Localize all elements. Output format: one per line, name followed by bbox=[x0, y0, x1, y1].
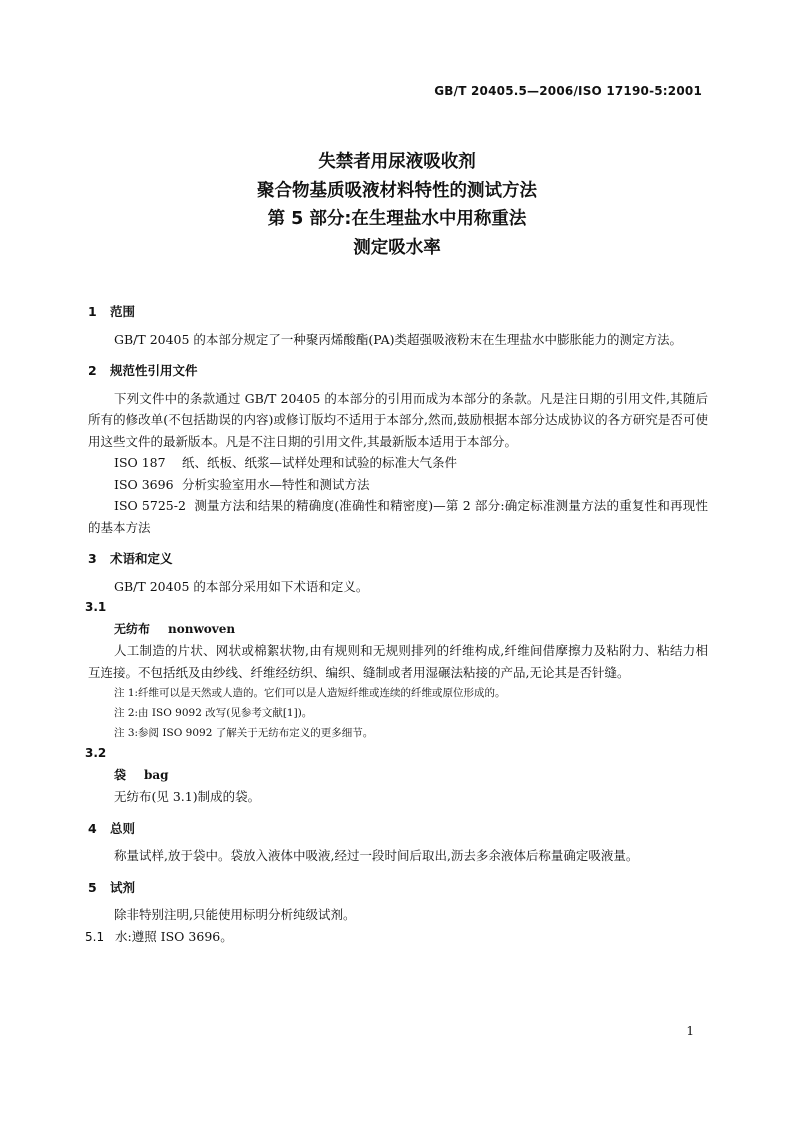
section-title: 试剂 bbox=[110, 879, 136, 895]
term-number: 3.2 bbox=[85, 746, 107, 760]
title-line-4: 测定吸水率 bbox=[353, 237, 441, 258]
section-number: 2 bbox=[88, 363, 97, 378]
reference-code: ISO 187 bbox=[114, 455, 166, 470]
term-en: nonwoven bbox=[168, 621, 236, 636]
terms-intro: GB/T 20405 的本部分采用如下术语和定义。 bbox=[114, 578, 369, 594]
section-number: 3 bbox=[88, 551, 97, 566]
section-number: 1 bbox=[88, 304, 97, 319]
term-note: 注 2:由 ISO 9092 改写(见参考文献[1])。 bbox=[114, 707, 313, 719]
reference-item bbox=[88, 474, 708, 496]
term-definition: 无纺布(见 3.1)制成的袋。 bbox=[114, 789, 261, 804]
term-heading bbox=[88, 765, 708, 787]
document-title bbox=[0, 148, 794, 262]
title-line-1: 失禁者用尿液吸收剂 bbox=[318, 152, 476, 172]
title-line-3: 第 5 部分:在生理盐水中用称重法 bbox=[267, 209, 527, 229]
term-zh: 袋 bbox=[114, 767, 127, 782]
reference-title: 测量方法和结果的精确度(准确性和精密度)—第 2 部分:确定标准测量方法的重复性和再现性的基本方法 bbox=[88, 498, 709, 535]
section-title: 范围 bbox=[110, 304, 136, 319]
term-zh: 无纺布 bbox=[114, 621, 151, 636]
subclause-text: 水:遵照 ISO 3696。 bbox=[115, 928, 233, 944]
section-number: 5 bbox=[88, 879, 97, 895]
reference-title: 纸、纸板、纸浆—试样处理和试验的标准大气条件 bbox=[181, 455, 457, 470]
term-number: 3.1 bbox=[85, 600, 107, 614]
reference-item bbox=[88, 452, 708, 474]
reagents-paragraph: 除非特别注明,只能使用标明分析纯级试剂。 bbox=[114, 907, 356, 922]
subclause-item bbox=[85, 926, 708, 949]
scope-paragraph: GB/T 20405 的本部分规定了一种聚丙烯酸酯(PA)类超强吸液粉末在生理盐水中膨胀能力的测定方法。 bbox=[114, 331, 682, 347]
document-body bbox=[85, 301, 709, 948]
reference-item bbox=[88, 495, 708, 538]
section-heading-normative-references bbox=[88, 360, 708, 382]
section-number: 4 bbox=[88, 820, 97, 836]
general-paragraph: 称量试样,放于袋中。袋放入液体中吸液,经过一段时间后取出,沥去多余液体后称量确定吸液量。 bbox=[114, 848, 639, 863]
section-heading-terms bbox=[88, 548, 708, 570]
term-note: 注 1:纤维可以是天然或人造的。它们可以是人造短纤维或连续的纤维或原位形成的。 bbox=[114, 687, 506, 699]
section-heading-reagents bbox=[88, 877, 708, 899]
section-title: 总则 bbox=[110, 820, 136, 836]
term-definition: 人工制造的片状、网状或棉絮状物,由有规则和无规则排列的纤维构成,纤维间借摩擦力及粘附力、粘结力相互连接。不包括纸及由纱线、纤维经纺织、编织、缝制或者用湿碾法粘接的产品,无论其是否针缝。 bbox=[88, 643, 708, 680]
section-title: 术语和定义 bbox=[110, 551, 173, 566]
section-heading-general bbox=[88, 818, 708, 840]
subclause-number: 5.1 bbox=[85, 929, 105, 944]
term-note: 注 3:参阅 ISO 9092 了解关于无纺布定义的更多细节。 bbox=[114, 727, 374, 739]
section-heading-scope bbox=[88, 301, 708, 323]
term-en: bag bbox=[144, 767, 169, 782]
reference-code: ISO 3696 bbox=[114, 476, 174, 492]
page-number: 1 bbox=[686, 1024, 694, 1038]
standard-number: GB/T 20405.5—2006/ISO 17190-5:2001 bbox=[434, 84, 702, 98]
reference-code: ISO 5725-2 bbox=[114, 498, 186, 513]
section-title: 规范性引用文件 bbox=[110, 363, 198, 378]
term-heading bbox=[88, 619, 708, 641]
reference-title: 分析实验室用水—特性和测试方法 bbox=[181, 476, 370, 492]
title-line-2: 聚合物基质吸液材料特性的测试方法 bbox=[257, 180, 537, 201]
references-paragraph: 下列文件中的条款通过 GB/T 20405 的本部分的引用而成为本部分的条款。凡是注日期的引用文件,其随后所有的修改单(不包括勘误的内容)或修订版均不适用于本部分,然而,鼓励根据本部分达成协议的各方研究是否可使用这些文件的最新版本。凡是不注日期的引用文件,其最新版本适用于本部分。 bbox=[88, 390, 708, 449]
